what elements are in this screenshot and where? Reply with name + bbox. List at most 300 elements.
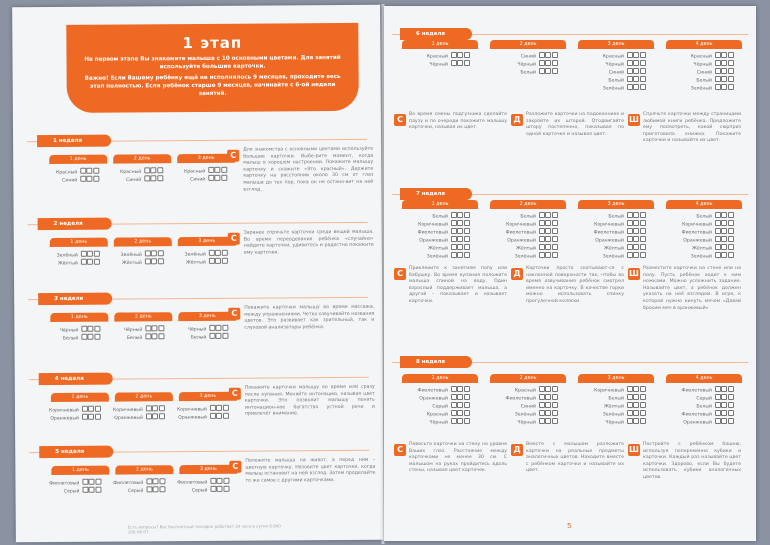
tick-box[interactable]: [627, 418, 633, 424]
tick-box[interactable]: [89, 479, 95, 485]
tick-box[interactable]: [627, 212, 633, 218]
tick-box[interactable]: [457, 220, 463, 226]
day-tab[interactable]: 2 день: [114, 237, 172, 246]
tick-box[interactable]: [545, 60, 551, 66]
tick-box[interactable]: [552, 386, 558, 392]
tick-box[interactable]: [82, 414, 88, 420]
tick-box[interactable]: [552, 252, 558, 258]
tick-box[interactable]: [464, 252, 470, 258]
tick-boxes[interactable]: [714, 402, 734, 410]
tick-box[interactable]: [715, 52, 721, 58]
tick-box[interactable]: [633, 252, 639, 258]
tick-boxes[interactable]: [450, 228, 470, 236]
tick-boxes[interactable]: [538, 236, 558, 244]
tick-box[interactable]: [728, 402, 734, 408]
tick-box[interactable]: [715, 418, 721, 424]
tick-box[interactable]: [640, 84, 646, 90]
day-tab[interactable]: 1 день: [49, 155, 107, 164]
tick-boxes[interactable]: [208, 325, 228, 333]
tick-box[interactable]: [715, 244, 721, 250]
tick-box[interactable]: [145, 258, 151, 264]
tick-box[interactable]: [87, 259, 93, 265]
tick-boxes[interactable]: [209, 413, 229, 421]
tick-box[interactable]: [640, 418, 646, 424]
tick-box[interactable]: [728, 252, 734, 258]
tick-box[interactable]: [151, 167, 157, 173]
tick-boxes[interactable]: [714, 410, 734, 418]
tick-box[interactable]: [715, 228, 721, 234]
tick-boxes[interactable]: [450, 52, 470, 60]
tick-box[interactable]: [552, 52, 558, 58]
tick-box[interactable]: [640, 386, 646, 392]
tick-box[interactable]: [640, 394, 646, 400]
tick-box[interactable]: [715, 212, 721, 218]
tick-box[interactable]: [80, 168, 86, 174]
tick-box[interactable]: [87, 251, 93, 257]
tick-box[interactable]: [539, 236, 545, 242]
tick-box[interactable]: [223, 405, 229, 411]
tick-box[interactable]: [451, 386, 457, 392]
tick-box[interactable]: [464, 402, 470, 408]
tick-box[interactable]: [728, 60, 734, 66]
tick-box[interactable]: [464, 60, 470, 66]
tick-boxes[interactable]: [538, 410, 558, 418]
tick-box[interactable]: [210, 486, 216, 492]
tick-boxes[interactable]: [714, 386, 734, 394]
tick-box[interactable]: [633, 212, 639, 218]
tick-box[interactable]: [223, 486, 229, 492]
day-tab[interactable]: 3 день: [578, 200, 654, 209]
tick-box[interactable]: [627, 60, 633, 66]
tick-box[interactable]: [633, 386, 639, 392]
tick-boxes[interactable]: [450, 244, 470, 252]
tick-box[interactable]: [457, 244, 463, 250]
tick-box[interactable]: [457, 418, 463, 424]
tick-box[interactable]: [728, 68, 734, 74]
tick-box[interactable]: [146, 405, 152, 411]
tick-box[interactable]: [457, 212, 463, 218]
tick-box[interactable]: [545, 418, 551, 424]
tick-boxes[interactable]: [714, 418, 734, 426]
tick-box[interactable]: [153, 486, 159, 492]
tick-box[interactable]: [145, 325, 151, 331]
tick-boxes[interactable]: [538, 244, 558, 252]
day-tab[interactable]: 1 день: [50, 313, 108, 322]
tick-box[interactable]: [545, 244, 551, 250]
tick-box[interactable]: [552, 402, 558, 408]
tick-box[interactable]: [627, 386, 633, 392]
tick-box[interactable]: [728, 244, 734, 250]
tick-box[interactable]: [715, 394, 721, 400]
tick-box[interactable]: [81, 259, 87, 265]
tick-box[interactable]: [633, 244, 639, 250]
tick-box[interactable]: [464, 236, 470, 242]
tick-box[interactable]: [221, 167, 227, 173]
tick-box[interactable]: [82, 479, 88, 485]
day-tab[interactable]: 3 день: [179, 465, 237, 474]
day-tab[interactable]: 3 день: [578, 374, 654, 383]
tick-box[interactable]: [633, 410, 639, 416]
tick-box[interactable]: [216, 333, 222, 339]
tick-box[interactable]: [627, 236, 633, 242]
tick-box[interactable]: [152, 413, 158, 419]
tick-box[interactable]: [539, 418, 545, 424]
tick-boxes[interactable]: [626, 236, 646, 244]
tick-box[interactable]: [633, 220, 639, 226]
tick-box[interactable]: [222, 258, 228, 264]
tick-box[interactable]: [464, 212, 470, 218]
tick-box[interactable]: [715, 410, 721, 416]
day-tab[interactable]: 2 день: [115, 392, 173, 401]
tick-box[interactable]: [451, 244, 457, 250]
tick-box[interactable]: [721, 76, 727, 82]
tick-box[interactable]: [721, 244, 727, 250]
tick-box[interactable]: [640, 244, 646, 250]
day-tab[interactable]: 1 день: [402, 40, 478, 49]
tick-boxes[interactable]: [626, 60, 646, 68]
tick-box[interactable]: [552, 236, 558, 242]
tick-box[interactable]: [87, 176, 93, 182]
tick-box[interactable]: [545, 68, 551, 74]
tick-boxes[interactable]: [207, 175, 227, 183]
tick-boxes[interactable]: [450, 220, 470, 228]
tick-box[interactable]: [223, 413, 229, 419]
tick-box[interactable]: [89, 487, 95, 493]
tick-boxes[interactable]: [714, 236, 734, 244]
tick-box[interactable]: [153, 478, 159, 484]
tick-box[interactable]: [728, 220, 734, 226]
tick-box[interactable]: [721, 220, 727, 226]
tick-box[interactable]: [633, 52, 639, 58]
tick-boxes[interactable]: [538, 60, 558, 68]
tick-box[interactable]: [545, 402, 551, 408]
day-tab[interactable]: 3 день: [578, 40, 654, 49]
tick-box[interactable]: [451, 418, 457, 424]
tick-box[interactable]: [457, 386, 463, 392]
tick-box[interactable]: [640, 68, 646, 74]
tick-box[interactable]: [539, 212, 545, 218]
tick-boxes[interactable]: [208, 333, 228, 341]
tick-box[interactable]: [640, 252, 646, 258]
tick-box[interactable]: [552, 220, 558, 226]
tick-box[interactable]: [146, 486, 152, 492]
day-tab[interactable]: 4 день: [666, 200, 742, 209]
tick-boxes[interactable]: [208, 250, 228, 258]
day-tab[interactable]: 2 день: [490, 374, 566, 383]
tick-box[interactable]: [464, 386, 470, 392]
tick-box[interactable]: [539, 386, 545, 392]
tick-box[interactable]: [221, 175, 227, 181]
tick-boxes[interactable]: [714, 68, 734, 76]
tick-boxes[interactable]: [538, 52, 558, 60]
tick-boxes[interactable]: [208, 258, 228, 266]
tick-box[interactable]: [721, 386, 727, 392]
tick-box[interactable]: [715, 84, 721, 90]
tick-box[interactable]: [216, 325, 222, 331]
tick-box[interactable]: [721, 228, 727, 234]
day-tab[interactable]: 1 день: [402, 374, 478, 383]
day-tab[interactable]: 4 день: [666, 374, 742, 383]
tick-box[interactable]: [715, 68, 721, 74]
day-tab[interactable]: 3 день: [177, 154, 235, 163]
tick-box[interactable]: [151, 175, 157, 181]
tick-boxes[interactable]: [714, 394, 734, 402]
tick-boxes[interactable]: [450, 410, 470, 418]
tick-boxes[interactable]: [450, 252, 470, 260]
tick-box[interactable]: [545, 252, 551, 258]
tick-box[interactable]: [640, 236, 646, 242]
tick-box[interactable]: [144, 175, 150, 181]
tick-box[interactable]: [464, 228, 470, 234]
tick-boxes[interactable]: [538, 252, 558, 260]
tick-box[interactable]: [451, 228, 457, 234]
tick-box[interactable]: [451, 394, 457, 400]
tick-boxes[interactable]: [538, 220, 558, 228]
tick-box[interactable]: [721, 84, 727, 90]
day-tab[interactable]: 2 день: [490, 40, 566, 49]
tick-box[interactable]: [80, 251, 86, 257]
tick-boxes[interactable]: [626, 386, 646, 394]
tick-box[interactable]: [552, 244, 558, 250]
tick-box[interactable]: [457, 60, 463, 66]
tick-box[interactable]: [728, 52, 734, 58]
tick-box[interactable]: [216, 413, 222, 419]
tick-box[interactable]: [715, 60, 721, 66]
tick-box[interactable]: [223, 478, 229, 484]
tick-boxes[interactable]: [538, 386, 558, 394]
tick-boxes[interactable]: [714, 228, 734, 236]
tick-boxes[interactable]: [450, 402, 470, 410]
day-tab[interactable]: 3 день: [178, 237, 236, 246]
day-tab[interactable]: 1 день: [51, 466, 109, 475]
tick-box[interactable]: [222, 333, 228, 339]
tick-box[interactable]: [464, 418, 470, 424]
day-tab[interactable]: 2 день: [113, 154, 171, 163]
tick-box[interactable]: [464, 52, 470, 58]
tick-box[interactable]: [539, 220, 545, 226]
tick-boxes[interactable]: [538, 394, 558, 402]
tick-box[interactable]: [464, 394, 470, 400]
tick-box[interactable]: [633, 236, 639, 242]
tick-box[interactable]: [627, 84, 633, 90]
tick-box[interactable]: [545, 212, 551, 218]
tick-box[interactable]: [728, 394, 734, 400]
tick-box[interactable]: [152, 325, 158, 331]
tick-box[interactable]: [464, 410, 470, 416]
tick-boxes[interactable]: [714, 52, 734, 60]
tick-box[interactable]: [82, 406, 88, 412]
tick-box[interactable]: [721, 394, 727, 400]
tick-boxes[interactable]: [626, 418, 646, 426]
tick-box[interactable]: [721, 418, 727, 424]
tick-box[interactable]: [539, 52, 545, 58]
tick-box[interactable]: [545, 220, 551, 226]
tick-box[interactable]: [539, 402, 545, 408]
tick-box[interactable]: [539, 68, 545, 74]
tick-box[interactable]: [627, 220, 633, 226]
tick-box[interactable]: [151, 258, 157, 264]
tick-box[interactable]: [715, 220, 721, 226]
tick-box[interactable]: [728, 418, 734, 424]
tick-box[interactable]: [539, 60, 545, 66]
tick-box[interactable]: [208, 167, 214, 173]
tick-box[interactable]: [545, 228, 551, 234]
tick-boxes[interactable]: [626, 52, 646, 60]
tick-box[interactable]: [545, 236, 551, 242]
tick-box[interactable]: [451, 252, 457, 258]
tick-box[interactable]: [633, 228, 639, 234]
tick-box[interactable]: [208, 250, 214, 256]
tick-box[interactable]: [552, 68, 558, 74]
tick-box[interactable]: [728, 386, 734, 392]
tick-box[interactable]: [457, 410, 463, 416]
tick-box[interactable]: [545, 394, 551, 400]
tick-box[interactable]: [721, 236, 727, 242]
tick-box[interactable]: [728, 212, 734, 218]
tick-box[interactable]: [451, 220, 457, 226]
day-tab[interactable]: 3 день: [179, 392, 237, 401]
tick-box[interactable]: [457, 228, 463, 234]
tick-box[interactable]: [451, 236, 457, 242]
tick-box[interactable]: [633, 418, 639, 424]
tick-box[interactable]: [633, 68, 639, 74]
tick-box[interactable]: [457, 252, 463, 258]
tick-boxes[interactable]: [626, 220, 646, 228]
tick-box[interactable]: [552, 410, 558, 416]
tick-boxes[interactable]: [626, 212, 646, 220]
day-tab[interactable]: 1 день: [50, 238, 108, 247]
tick-box[interactable]: [715, 386, 721, 392]
tick-boxes[interactable]: [714, 220, 734, 228]
tick-box[interactable]: [552, 418, 558, 424]
tick-box[interactable]: [451, 402, 457, 408]
tick-boxes[interactable]: [714, 244, 734, 252]
tick-boxes[interactable]: [209, 478, 229, 486]
tick-box[interactable]: [88, 334, 94, 340]
tick-box[interactable]: [728, 228, 734, 234]
tick-box[interactable]: [640, 52, 646, 58]
tick-boxes[interactable]: [207, 167, 227, 175]
tick-box[interactable]: [633, 394, 639, 400]
tick-box[interactable]: [627, 52, 633, 58]
day-tab[interactable]: 1 день: [402, 200, 478, 209]
tick-box[interactable]: [457, 52, 463, 58]
tick-box[interactable]: [545, 410, 551, 416]
tick-boxes[interactable]: [538, 68, 558, 76]
tick-box[interactable]: [721, 252, 727, 258]
tick-box[interactable]: [552, 212, 558, 218]
tick-box[interactable]: [144, 167, 150, 173]
tick-box[interactable]: [539, 228, 545, 234]
tick-box[interactable]: [82, 487, 88, 493]
tick-box[interactable]: [640, 60, 646, 66]
tick-boxes[interactable]: [714, 252, 734, 260]
tick-boxes[interactable]: [626, 76, 646, 84]
tick-box[interactable]: [88, 406, 94, 412]
tick-boxes[interactable]: [450, 212, 470, 220]
tick-box[interactable]: [640, 410, 646, 416]
day-tab[interactable]: 4 день: [666, 40, 742, 49]
tick-box[interactable]: [464, 220, 470, 226]
tick-box[interactable]: [640, 76, 646, 82]
tick-box[interactable]: [545, 52, 551, 58]
tick-box[interactable]: [209, 258, 215, 264]
tick-box[interactable]: [451, 212, 457, 218]
tick-box[interactable]: [451, 52, 457, 58]
tick-box[interactable]: [539, 252, 545, 258]
day-tab[interactable]: 1 день: [51, 393, 109, 402]
tick-box[interactable]: [215, 175, 221, 181]
tick-box[interactable]: [633, 60, 639, 66]
tick-box[interactable]: [217, 486, 223, 492]
tick-box[interactable]: [721, 52, 727, 58]
tick-box[interactable]: [633, 84, 639, 90]
tick-box[interactable]: [627, 402, 633, 408]
tick-box[interactable]: [457, 394, 463, 400]
tick-box[interactable]: [728, 236, 734, 242]
tick-box[interactable]: [464, 244, 470, 250]
tick-box[interactable]: [539, 244, 545, 250]
tick-box[interactable]: [81, 326, 87, 332]
tick-box[interactable]: [539, 394, 545, 400]
tick-box[interactable]: [146, 478, 152, 484]
tick-box[interactable]: [640, 402, 646, 408]
tick-box[interactable]: [728, 410, 734, 416]
tick-box[interactable]: [539, 410, 545, 416]
day-tab[interactable]: 2 день: [115, 465, 173, 474]
tick-boxes[interactable]: [450, 386, 470, 394]
tick-box[interactable]: [633, 76, 639, 82]
tick-box[interactable]: [640, 212, 646, 218]
tick-box[interactable]: [209, 333, 215, 339]
tick-box[interactable]: [457, 402, 463, 408]
tick-box[interactable]: [627, 252, 633, 258]
tick-box[interactable]: [627, 410, 633, 416]
tick-box[interactable]: [146, 413, 152, 419]
tick-boxes[interactable]: [209, 486, 229, 494]
tick-box[interactable]: [721, 60, 727, 66]
tick-boxes[interactable]: [626, 228, 646, 236]
tick-boxes[interactable]: [714, 84, 734, 92]
tick-boxes[interactable]: [450, 236, 470, 244]
tick-box[interactable]: [633, 402, 639, 408]
tick-box[interactable]: [210, 413, 216, 419]
tick-box[interactable]: [715, 236, 721, 242]
tick-box[interactable]: [552, 60, 558, 66]
tick-box[interactable]: [87, 168, 93, 174]
tick-box[interactable]: [208, 175, 214, 181]
tick-box[interactable]: [217, 478, 223, 484]
tick-box[interactable]: [627, 394, 633, 400]
tick-box[interactable]: [209, 325, 215, 331]
tick-box[interactable]: [152, 333, 158, 339]
tick-boxes[interactable]: [626, 244, 646, 252]
tick-box[interactable]: [640, 220, 646, 226]
day-tab[interactable]: 2 день: [490, 200, 566, 209]
tick-box[interactable]: [715, 76, 721, 82]
tick-box[interactable]: [215, 167, 221, 173]
tick-box[interactable]: [721, 212, 727, 218]
tick-box[interactable]: [545, 386, 551, 392]
tick-box[interactable]: [80, 176, 86, 182]
tick-box[interactable]: [215, 258, 221, 264]
tick-boxes[interactable]: [209, 405, 229, 413]
tick-box[interactable]: [216, 405, 222, 411]
tick-box[interactable]: [145, 333, 151, 339]
tick-box[interactable]: [451, 410, 457, 416]
tick-box[interactable]: [721, 402, 727, 408]
tick-box[interactable]: [81, 334, 87, 340]
